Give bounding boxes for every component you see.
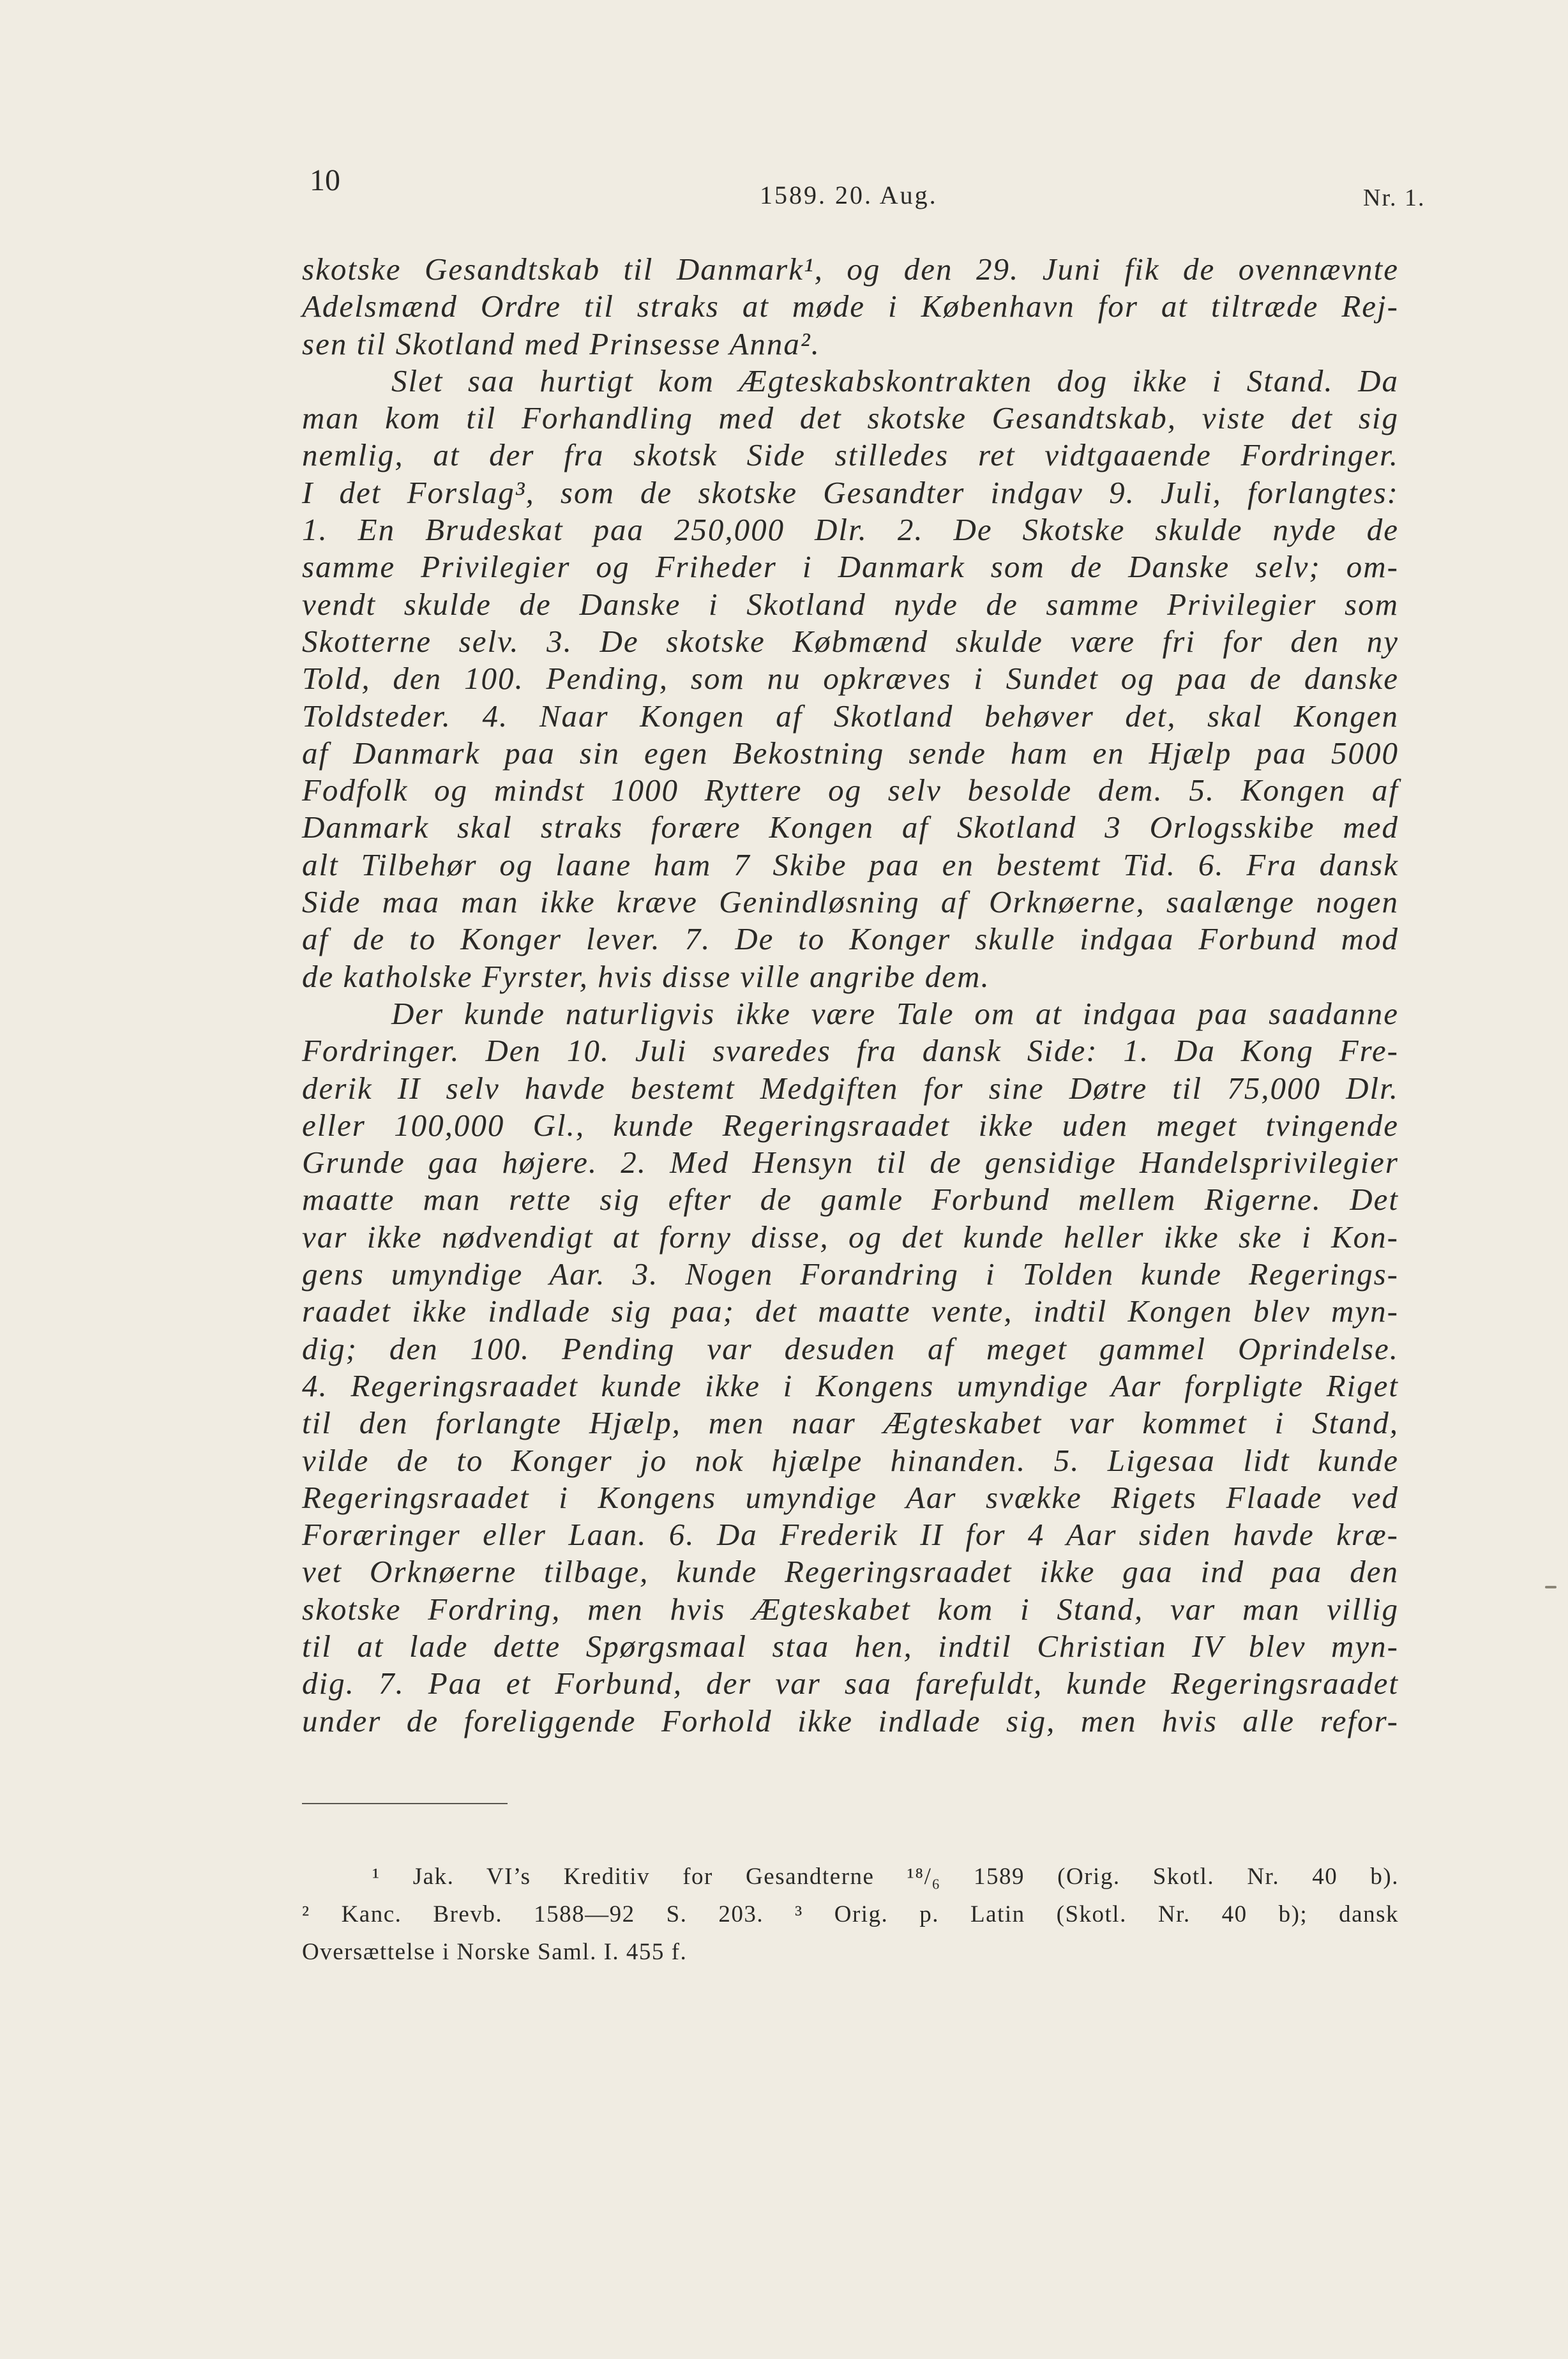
body-line: Grunde gaa højere. 2. Med Hensyn til de gensidige Handelsprivilegier — [302, 1145, 1399, 1180]
body-line: til at lade dette Spørgsmaal staa hen, indtil Christian IV blev myn- — [302, 1628, 1399, 1664]
body-line: Regeringsraadet i Kongens umyndige Aar svække Rigets Flaade ved — [302, 1479, 1399, 1515]
record-number: Nr. 1. — [1363, 185, 1426, 211]
body-line: raadet ikke indlade sig paa; det maatte vente, indtil Kongen blev myn- — [302, 1293, 1399, 1329]
body-line: I det Forslag³, som de skotske Gesandter indgav 9. Juli, forlangtes: — [302, 474, 1399, 510]
body-line: derik II selv havde bestemt Medgiften for sine Døtre til 75,000 Dlr. — [302, 1070, 1399, 1106]
page-speck — [1545, 1586, 1557, 1588]
body-line: Skotterne selv. 3. De skotske Købmænd skulde være fri for den ny — [302, 623, 1399, 659]
body-line: eller 100,000 Gl., kunde Regeringsraadet ikke uden meget tvingende — [302, 1107, 1399, 1143]
body-line: Fordringer. Den 10. Juli svaredes fra dansk Side: 1. Da Kong Fre- — [302, 1033, 1399, 1069]
body-line: Der kunde naturligvis ikke være Tale om at indgaa paa saadanne — [391, 995, 1399, 1031]
body-line: alt Tilbehør og laane ham 7 Skibe paa en bestemt Tid. 6. Fra dansk — [302, 847, 1399, 882]
body-line: Told, den 100. Pending, som nu opkræves i Sundet og paa de danske — [302, 661, 1399, 697]
footnote-line: ¹ Jak. VI’s Kreditiv for Gesandterne ¹⁸/₆ 1589 (Orig. Skotl. Nr. 40 b). — [372, 1864, 1399, 1890]
body-line: gens umyndige Aar. 3. Nogen Forandring i Tolden kunde Regerings- — [302, 1256, 1399, 1292]
body-line: sen til Skotland med Prinsesse Anna². — [302, 326, 820, 361]
body-line: vilde de to Konger jo nok hjælpe hinanden. 5. Ligesaa lidt kunde — [302, 1442, 1399, 1478]
body-line: nemlig, at der fra skotsk Side stilledes ret vidtgaaende Fordringer. — [302, 437, 1399, 473]
body-line: skotske Gesandtskab til Danmark¹, og den 29. Juni fik de ovennævnte — [302, 252, 1399, 287]
body-line: Adelsmænd Ordre til straks at møde i København for at tiltræde Rej- — [302, 289, 1399, 324]
running-head-date: 1589. 20. Aug. — [760, 181, 938, 209]
body-line: 1. En Brudeskat paa 250,000 Dlr. 2. De Skotske skulde nyde de — [302, 512, 1399, 548]
body-line: til den forlangte Hjælp, men naar Ægteskabet var kommet i Stand, — [302, 1405, 1399, 1441]
footnote-separator — [302, 1803, 508, 1804]
body-line: af de to Konger lever. 7. De to Konger skulle indgaa Forbund mod — [302, 921, 1399, 957]
body-line: Slet saa hurtigt kom Ægteskabskontrakten dog ikke i Stand. Da — [391, 363, 1399, 398]
body-line: Fodfolk og mindst 1000 Ryttere og selv besolde dem. 5. Kongen af — [302, 773, 1399, 808]
page-number: 10 — [310, 163, 340, 197]
body-line: dig; den 100. Pending var desuden af meget gammel Oprindelse. — [302, 1330, 1399, 1366]
body-line: vet Orknøerne tilbage, kunde Regeringsraadet ikke gaa ind paa den — [302, 1554, 1399, 1590]
body-line: var ikke nødvendigt at forny disse, og det kunde heller ikke ske i Kon- — [302, 1219, 1399, 1255]
body-line: skotske Fordring, men hvis Ægteskabet kom i Stand, var man villig — [302, 1591, 1399, 1627]
body-line: Side maa man ikke kræve Genindløsning af Orknøerne, saalænge nogen — [302, 884, 1399, 920]
body-line: Toldsteder. 4. Naar Kongen af Skotland behøver det, skal Kongen — [302, 698, 1399, 734]
body-line: 4. Regeringsraadet kunde ikke i Kongens umyndige Aar forpligte Riget — [302, 1368, 1399, 1403]
body-text — [302, 251, 1399, 1740]
body-line: Foræringer eller Laan. 6. Da Frederik II for 4 Aar siden havde kræ- — [302, 1517, 1399, 1553]
body-line: vendt skulde de Danske i Skotland nyde de samme Privilegier som — [302, 586, 1399, 622]
body-line: man kom til Forhandling med det skotske Gesandtskab, viste det sig — [302, 400, 1399, 436]
body-line: dig. 7. Paa et Forbund, der var saa farefuldt, kunde Regeringsraadet — [302, 1666, 1399, 1701]
body-line: samme Privilegier og Friheder i Danmark som de Danske selv; om- — [302, 549, 1399, 585]
body-line: maatte man rette sig efter de gamle Forbund mellem Rigerne. Det — [302, 1182, 1399, 1217]
body-line: Danmark skal straks forære Kongen af Skotland 3 Orlogsskibe med — [302, 810, 1399, 845]
footnotes — [302, 1858, 1399, 1971]
body-line: af Danmark paa sin egen Bekostning sende ham en Hjælp paa 5000 — [302, 735, 1399, 771]
body-line: de katholske Fyrster, hvis disse ville angribe dem. — [302, 958, 990, 994]
footnote-line: ² Kanc. Brevb. 1588—92 S. 203. ³ Orig. p. Latin (Skotl. Nr. 40 b); dansk — [302, 1901, 1399, 1927]
body-line: under de foreliggende Forhold ikke indlade sig, men hvis alle refor- — [302, 1703, 1399, 1738]
footnote-line: Oversættelse i Norske Saml. I. 455 f. — [302, 1939, 688, 1965]
